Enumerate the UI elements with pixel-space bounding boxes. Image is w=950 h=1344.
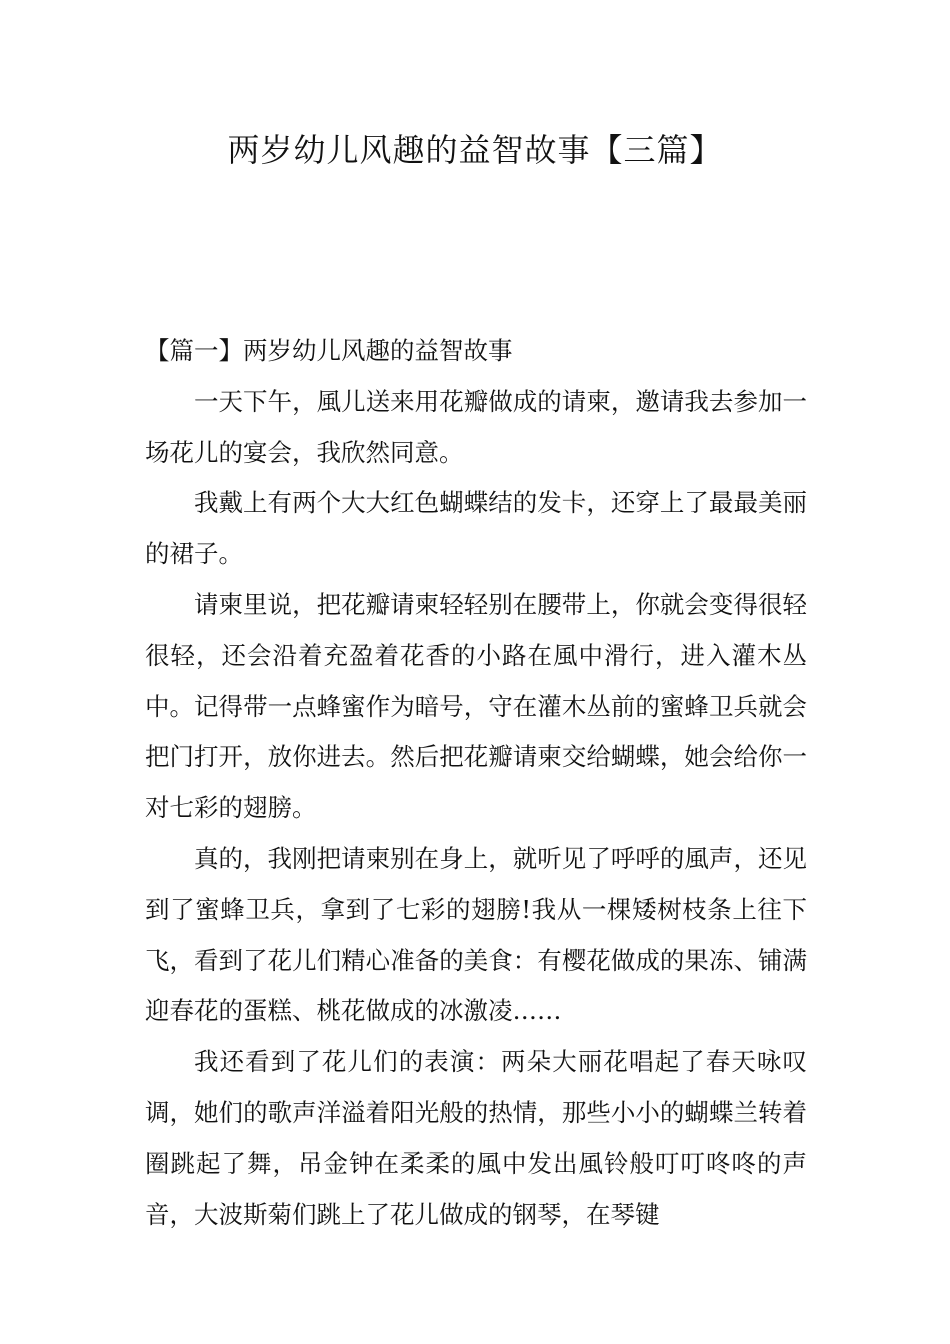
paragraph-4: 真的，我刚把请柬别在身上，就听见了呼呼的風声，还见到了蜜蜂卫兵，拿到了七彩的翅膀!我从一棵矮树枝条上往下飞，看到了花儿们精心准备的美食：有樱花做成的果冻、铺满迎春花的蛋糕、桃花做成的冰激凌…… <box>145 843 807 1026</box>
paragraph-3: 请柬里说，把花瓣请柬轻轻别在腰带上，你就会变得很轻很轻，还会沿着充盈着花香的小路在風中滑行，进入灌木丛中。记得带一点蜂蜜作为暗号，守在灌木丛前的蜜蜂卫兵就会把门打开，放你进去。然后把花瓣请柬交给蝴蝶，她会给你一对七彩的翅膀。 <box>145 589 807 823</box>
document-title: 两岁幼儿风趣的益智故事【三篇】 <box>227 131 723 169</box>
paragraph-1: 一天下午，風儿送来用花瓣做成的请柬，邀请我去参加一场花儿的宴会，我欣然同意。 <box>145 386 807 467</box>
document-body <box>145 326 807 1240</box>
paragraph-5: 我还看到了花儿们的表演：两朵大丽花唱起了春天咏叹调，她们的歌声洋溢着阳光般的热情，那些小小的蝴蝶兰转着圈跳起了舞，吊金钟在柔柔的風中发出風铃般叮叮咚咚的声音，大波斯菊们跳上了花儿做成的钢琴，在琴键 <box>145 1047 807 1229</box>
section-heading: 【篇一】两岁幼儿风趣的益智故事 <box>145 336 513 365</box>
paragraph-2: 我戴上有两个大大红色蝴蝶结的发卡，还穿上了最最美丽的裙子。 <box>145 488 807 569</box>
